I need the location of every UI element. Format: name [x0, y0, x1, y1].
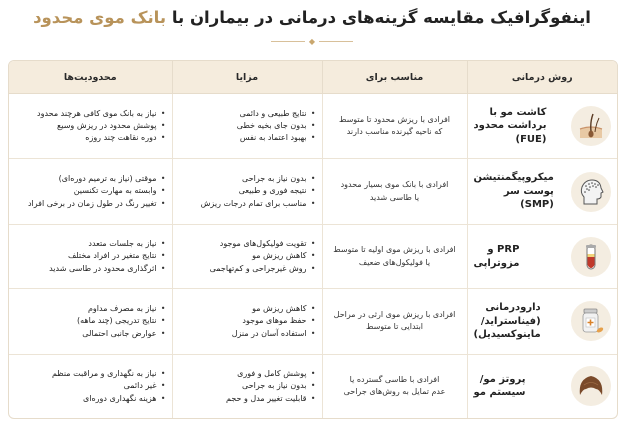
table-row: [9, 159, 617, 224]
list-item: • نتایج تدریجی (چند ماهه): [15, 315, 166, 327]
header-limitations: محدودیت‌ها: [9, 61, 172, 94]
suitable-cell: افرادی با ریزش موی ارثی در مراحل ابتدایی تا متوسط: [322, 289, 467, 354]
list-item: • تقویت فولیکول‌های موجود: [179, 238, 316, 250]
header-advantages: مزایا: [172, 61, 322, 94]
scalp-dots-head-icon: [571, 172, 611, 212]
list-item: • نیاز به مصرف مداوم: [15, 303, 166, 315]
list-item: • تغییر رنگ در طول زمان در برخی افراد: [15, 198, 166, 210]
list-item: • نیاز به بانک موی کافی هرچند محدود: [15, 108, 166, 120]
title-accent: بانک موی محدود: [33, 8, 167, 27]
hair-follicle-icon: [571, 106, 611, 146]
limitations-cell: [9, 224, 172, 289]
limitations-cell: [9, 94, 172, 159]
method-name: PRP و مزوتراپی: [473, 244, 520, 269]
list-item: • عوارض جانبی احتمالی: [15, 328, 166, 340]
limitations-cell: [9, 354, 172, 418]
list-item: • نیاز به نگهداری و مراقبت منظم: [15, 368, 166, 380]
list-item: • نیاز به جلسات متعدد: [15, 238, 166, 250]
advantages-cell: [172, 224, 322, 289]
advantages-cell: [172, 354, 322, 418]
header-suitable: مناسب برای: [322, 61, 467, 94]
list-item: • حفظ موهای موجود: [179, 315, 316, 327]
comparison-table: [8, 60, 618, 419]
suitable-cell: افرادی با ریزش محدود تا متوسط که ناحیه گیرنده مناسب دارند: [322, 94, 467, 159]
list-item: • بدون نیاز به جراحی: [179, 173, 316, 185]
suitable-cell: افرادی با ریزش موی اولیه تا متوسط یا فولیکول‌های ضعیف: [322, 224, 467, 289]
advantages-cell: [172, 94, 322, 159]
method-name: دارودرمانی (فیناستراید/ ماینوکسیدیل): [473, 302, 541, 341]
method-name: میکروپیگمنتیشن پوست سر (SMP): [473, 172, 554, 211]
list-item: • استفاده آسان در منزل: [179, 328, 316, 340]
title-ornament: ◆: [0, 37, 624, 46]
list-item: • روش غیرجراحی و کم‌تهاجمی: [179, 263, 316, 275]
title-main: اینفوگرافیک مقایسه گزینه‌های درمانی در بیماران با: [171, 8, 591, 27]
method-name: پروتز مو/ سیستم مو: [473, 373, 526, 399]
table-row: [9, 224, 617, 289]
header-method: روش درمانی: [467, 61, 617, 94]
list-item: • بدون نیاز به جراحی: [179, 380, 316, 392]
list-item: • پوشش کامل و فوری: [179, 368, 316, 380]
list-item: • هزینه نگهداری دوره‌ای: [15, 393, 166, 405]
table-row: [9, 354, 617, 418]
list-item: • اثرگذاری محدود در طاسی شدید: [15, 263, 166, 275]
suitable-cell: افرادی با بانک موی بسیار محدود یا طاسی شدید: [322, 159, 467, 224]
list-item: • وابسته به مهارت تکنسین: [15, 185, 166, 197]
table-row: [9, 94, 617, 159]
suitable-cell: افرادی با طاسی گسترده یا عدم تمایل به روش‌های جراحی: [322, 354, 467, 418]
advantages-cell: [172, 289, 322, 354]
medicine-bottle-icon: [571, 301, 611, 341]
method-name: کاشت مو با برداشت محدود (FUE): [473, 106, 547, 145]
list-item: • مناسب برای تمام درجات ریزش: [179, 198, 316, 210]
list-item: • نتیجه فوری و طبیعی: [179, 185, 316, 197]
list-item: • غیر دائمی: [15, 380, 166, 392]
list-item: • نتایج طبیعی و دائمی: [179, 108, 316, 120]
list-item: • قابلیت تغییر مدل و حجم: [179, 393, 316, 405]
list-item: • موقتی (نیاز به ترمیم دوره‌ای): [15, 173, 166, 185]
list-item: • بدون جای بخیه خطی: [179, 120, 316, 132]
test-tube-icon: [571, 237, 611, 277]
list-item: • بهبود اعتماد به نفس: [179, 132, 316, 144]
limitations-cell: [9, 289, 172, 354]
table-header-row: [9, 61, 617, 94]
page-title: [0, 8, 624, 27]
limitations-cell: [9, 159, 172, 224]
list-item: • کاهش ریزش مو: [179, 303, 316, 315]
table-row: [9, 289, 617, 354]
list-item: • پوشش محدود در ریزش وسیع: [15, 120, 166, 132]
hairpiece-icon: [571, 366, 611, 406]
list-item: • نتایج متغیر در افراد مختلف: [15, 250, 166, 262]
list-item: • کاهش ریزش مو: [179, 250, 316, 262]
advantages-cell: [172, 159, 322, 224]
list-item: • دوره نقاهت چند روزه: [15, 132, 166, 144]
